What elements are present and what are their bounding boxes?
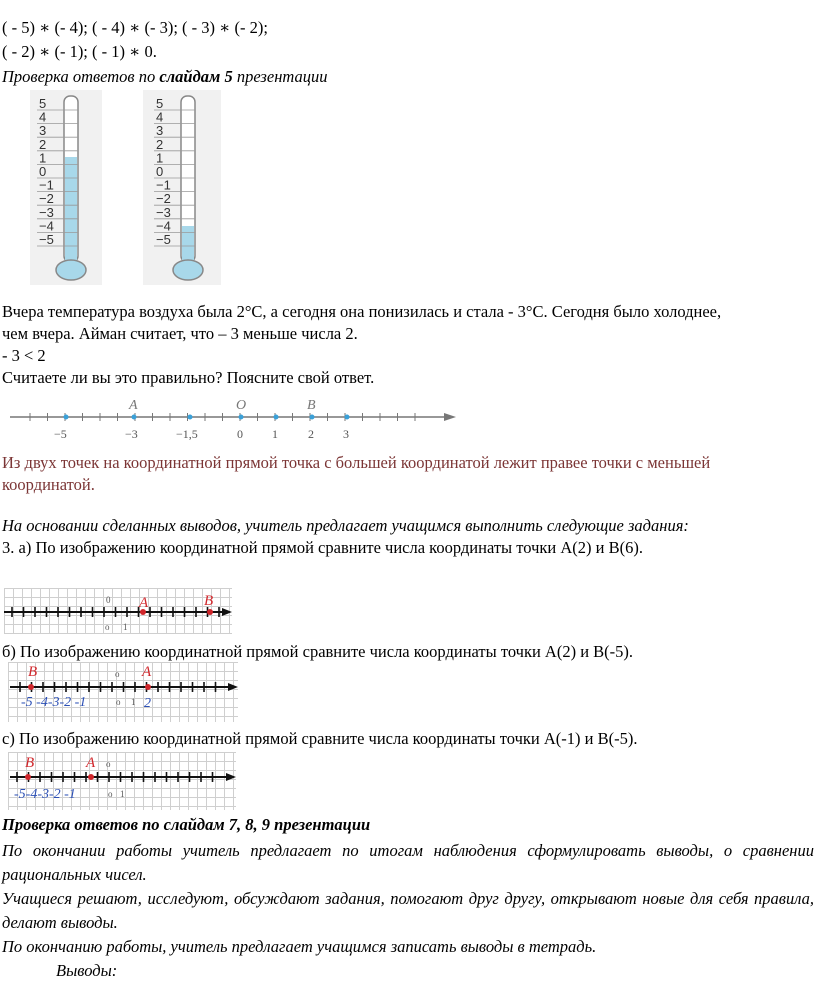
thermo-scale-label: −4 — [156, 218, 171, 234]
o-label: o — [106, 759, 111, 769]
thermo-scale-label: −1 — [156, 177, 171, 193]
tick-label: 1 — [272, 427, 278, 441]
o-label: o — [115, 669, 120, 679]
check-answers-slide5 — [2, 67, 328, 87]
check-bold: слайдам 5 — [159, 67, 233, 86]
check-prefix: Проверка ответов по — [2, 67, 160, 86]
task-line-1: Вчера температура воздуха была 2°С, а сегодня она понизилась и стала - 3°С. Сегодня было холоднее, — [2, 302, 722, 321]
one-label: 1 — [123, 622, 128, 632]
thermo-scale-label: 3 — [156, 123, 164, 139]
dot-label: o — [108, 789, 113, 799]
teacher-intro: На основании сделанных выводов, учитель предлагает учащимся выполнить следующие задания: — [2, 516, 689, 535]
task-a: 3. а) По изображению координатной прямой сравните числа координаты точки А(2) и В(6). — [2, 538, 643, 557]
thermo-scale-label: 5 — [39, 96, 47, 111]
point-B: B — [28, 664, 38, 680]
tick-label: −1,5 — [176, 427, 198, 441]
tick-label: −5 — [54, 427, 67, 441]
thermo-scale-label: −2 — [156, 191, 171, 207]
hand-line-b — [8, 662, 238, 722]
thermo-scale-label: 1 — [39, 150, 47, 166]
point-B: B — [25, 755, 35, 771]
task-line-2: чем вчера. Айман считает, что – 3 меньше числа 2. — [2, 324, 358, 343]
point-A: A — [86, 755, 96, 771]
one-label: 1 — [120, 789, 125, 799]
paragraph-2: Учащиеся решают, исследуют, обсуждают задания, помогают друг другу, открывают новые для себя правила, делают выводы. — [2, 889, 814, 932]
thermo-scale-label: 4 — [156, 109, 164, 125]
point-A: A — [139, 595, 149, 611]
task-line-3: - 3 < 2 — [2, 346, 46, 365]
point-B: B — [204, 593, 214, 609]
thermo-scale-label: 2 — [156, 136, 164, 152]
thermo-scale-label: 0 — [156, 164, 164, 179]
zero-label: 0 — [106, 595, 111, 605]
thermo-scale-label: −3 — [156, 204, 171, 220]
tick-label: −3 — [125, 427, 138, 441]
check-suffix: презентации — [232, 67, 328, 86]
one-label: 1 — [131, 697, 136, 707]
thermo-scale-label: 2 — [39, 136, 47, 152]
thermometer-left — [30, 90, 102, 285]
o-label: o — [105, 622, 110, 632]
thermo-scale-label: −4 — [39, 218, 54, 234]
conclusions-heading: Выводы: — [56, 961, 118, 980]
letter-O: O — [236, 398, 247, 413]
hand-line-c — [8, 752, 236, 810]
thermo-scale-label: −2 — [39, 191, 54, 207]
rule-line-2: координатой. — [2, 475, 95, 494]
paragraph-3: По окончанию работы, учитель предлагает учащимся записать выводы в тетрадь. — [2, 937, 597, 956]
task-b: б) По изображению координатной прямой сравните числа координаты точки А(2) и В(-5). — [2, 642, 634, 661]
hand-line-a — [4, 588, 232, 634]
tick-label: 3 — [343, 427, 349, 441]
thermo-scale-label: 1 — [156, 150, 164, 166]
thermo-scale-label: −5 — [39, 232, 54, 247]
thermo-scale-label: 3 — [39, 123, 47, 139]
check-answers-slides-789: Проверка ответов по слайдам 7, 8, 9 презентации — [2, 815, 371, 834]
number-line-main — [8, 393, 458, 443]
thermo-scale-label: 4 — [39, 109, 47, 125]
letter-A: A — [129, 398, 138, 413]
two-label: 2 — [144, 696, 151, 711]
paragraph-1: По окончании работы учитель предлагает по итогам наблюдения сформулировать выводы, о сравнении рациональных чисел. — [2, 841, 814, 884]
dot-label: o — [116, 697, 121, 707]
tick-label: 0 — [237, 427, 243, 441]
hand-numbers: -5-4-3-2 -1 — [14, 787, 76, 802]
thermo-scale-label: −3 — [39, 204, 54, 220]
thermo-scale-label: 0 — [39, 164, 47, 179]
task-line-4: Считаете ли вы это правильно? Поясните свой ответ. — [2, 368, 375, 387]
rule-line-1: Из двух точек на координатной прямой точка с большей координатой лежит правее точки с меньшей — [2, 453, 711, 472]
thermo-scale-label: 5 — [156, 96, 164, 111]
thermo-scale-label: −1 — [39, 177, 54, 193]
letter-B: B — [307, 398, 316, 413]
hand-numbers: -5 -4-3-2 -1 — [21, 695, 87, 710]
exercise-row-1: ( - 5) ∗ (- 4); ( - 4) ∗ (- 3); ( - 3) ∗ (- 2); — [2, 18, 268, 37]
thermometer-right — [143, 90, 221, 285]
tick-label: 2 — [308, 427, 314, 441]
point-A: A — [142, 664, 152, 680]
task-c: с) По изображению координатной прямой сравните числа координаты точки А(-1) и В(-5). — [2, 729, 638, 748]
thermo-scale-label: −5 — [156, 232, 171, 247]
exercise-row-2: ( - 2) ∗ (- 1); ( - 1) ∗ 0. — [2, 42, 157, 61]
